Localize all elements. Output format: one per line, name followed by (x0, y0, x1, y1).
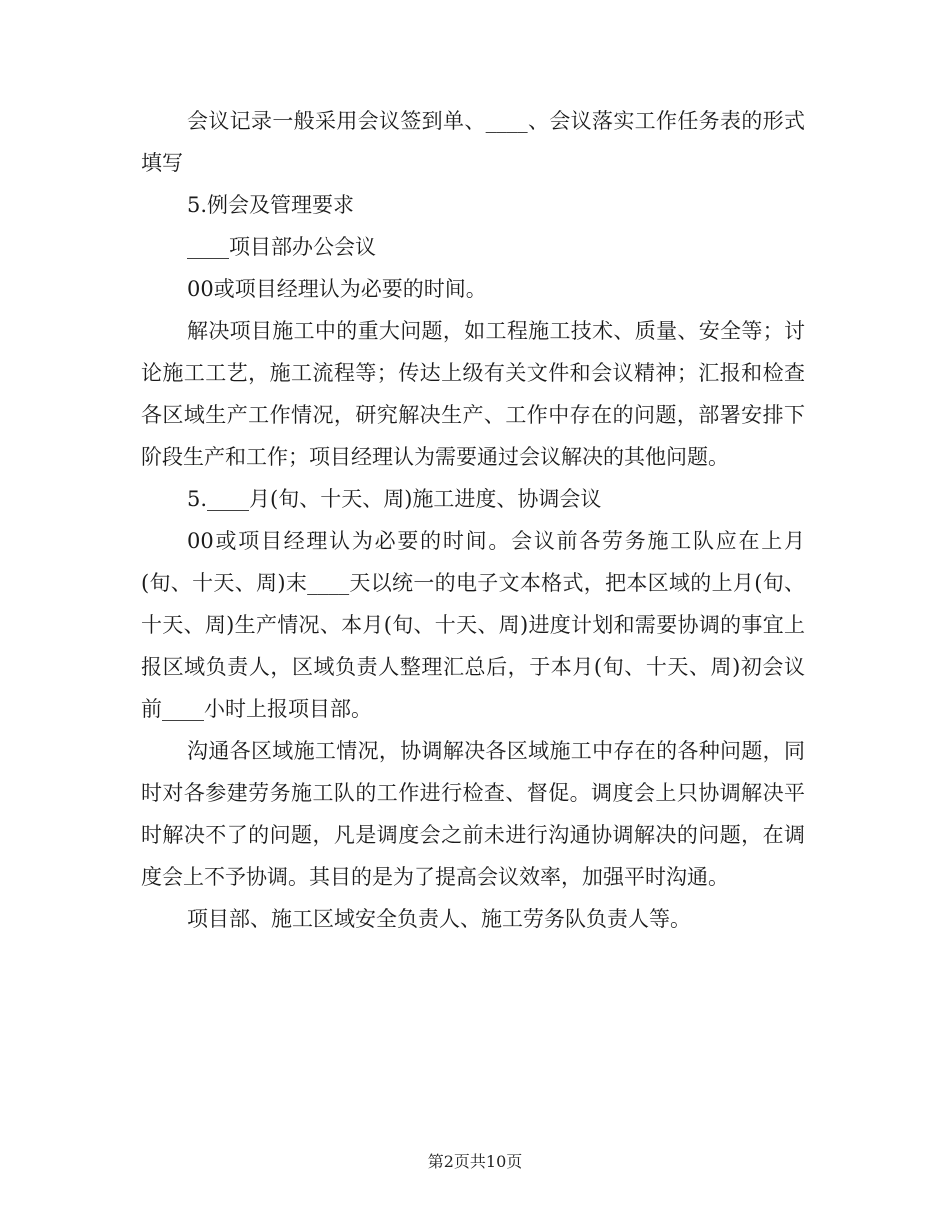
page-number-footer: 第2页共10页 (427, 1152, 523, 1171)
heading-project-office-meeting: ____项目部办公会议 (187, 235, 376, 259)
heading-regular-meeting-requirements: 5.例会及管理要求 (187, 193, 355, 217)
paragraph-progress-meeting-attendees: 项目部、施工区域安全负责人、施工劳务队负责人等。 (187, 907, 691, 931)
paragraph-office-meeting-content: 解决项目施工中的重大问题，如工程施工技术、质量、安全等；讨论施工工艺，施工流程等；传达上级有关文件和会议精神；汇报和检查各区域生产工作情况，研究解决生产、工作中存在的问题，部署安排下阶段生产和工作；项目经理认为需要通过会议解决的其他问题。 (141, 319, 805, 469)
paragraph-progress-meeting-time: 00或项目经理认为必要的时间。会议前各劳务施工队应在上月(旬、十天、周)末____天以统一的电子文本格式，把本区域的上月(旬、十天、周)生产情况、本月(旬、十天、周)进度计划和需要协调的事宜上报区域负责人，区域负责人整理汇总后，于本月(旬、十天、周)初会议前____小时上报项目部。 (141, 529, 805, 721)
document-body (141, 100, 805, 940)
paragraph-progress-meeting-content: 沟通各区域施工情况，协调解决各区域施工中存在的各种问题，同时对各参建劳务施工队的工作进行检查、督促。调度会上只协调解决平时解决不了的问题，凡是调度会之前未进行沟通协调解决的问题，在调度会上不予协调。其目的是为了提高会议效率，加强平时沟通。 (141, 739, 805, 889)
paragraph-office-meeting-time: 00或项目经理认为必要的时间。 (187, 277, 487, 301)
paragraph-meeting-record-format: 会议记录一般采用会议签到单、____、会议落实工作任务表的形式填写 (141, 109, 805, 175)
heading-progress-coordination-meeting: 5.____月(旬、十天、周)施工进度、协调会议 (187, 487, 602, 511)
